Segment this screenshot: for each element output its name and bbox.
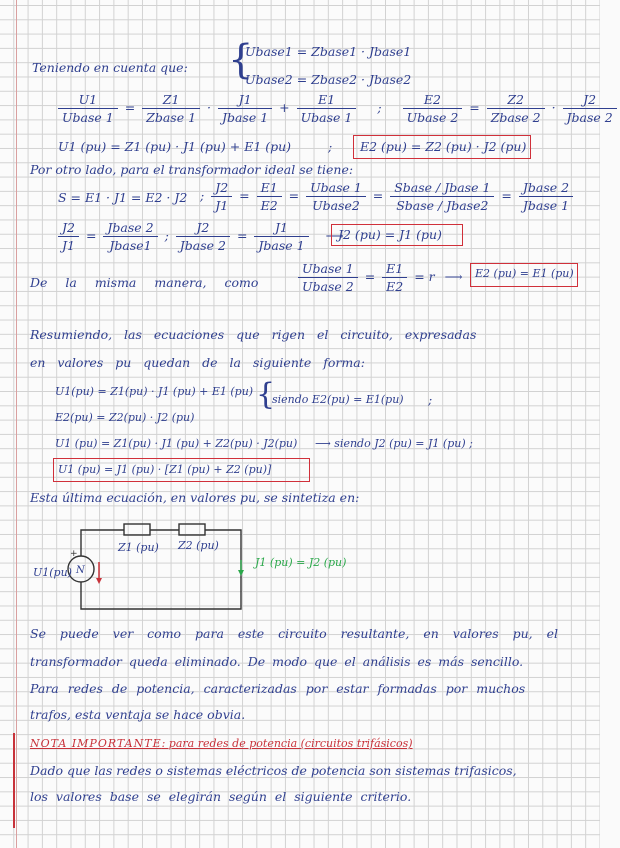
frac-num: U1 [58, 92, 118, 109]
ideal-text: Por otro lado, para el transformador ideal se tiene: [30, 162, 354, 177]
brace: { [256, 377, 276, 412]
summary-line1: Resumiendo, las ecuaciones que rigen el circuito, expresadas [30, 327, 477, 342]
frac-num: Sbase / Jbase 1 [390, 180, 494, 197]
frac-den: Jbase 2 [179, 238, 226, 253]
intro-eq1: Ubase1 = Zbase1 · Jbase1 [245, 44, 412, 59]
z2-label: Z2 (pu) [178, 539, 219, 552]
frac-den: Ubase 1 [62, 110, 114, 125]
siendo-2-text: siendo J2 (pu) = J1 (pu) [334, 437, 466, 450]
same-text: De la misma manera, como [30, 275, 259, 290]
boxed-equation: E2 (pu) = Z2 (pu) · J2 (pu) [360, 139, 527, 154]
ratio-line: $\frac{U1}{\text{Ubase 1}}$ = $\frac{Z1}{\text{Zbase 1}}$ · $\frac{J1}{\text{Jbase 1}}$ + $\frac{E1}{\text{Ubase 1}}$ ; $\frac{E2}{\text{Ubase 2}}$ = $\frac{Z2}{\text{Zbase 2}}$ · $\frac{J2}{\text{Jbase 2}}$ [55, 92, 620, 125]
final-equation: U1 (pu) = J1 (pu) · [Z1 (pu) + Z2 (pu)] [58, 463, 272, 476]
frac-num: J2 [176, 220, 230, 237]
frac-den: E2 [260, 198, 278, 213]
frac-num: J1 [218, 92, 272, 109]
note-line2: los valores base se elegirán según el siguiente criterio. [30, 789, 412, 804]
frac-den: Ubase2 [312, 198, 360, 213]
brace: { [228, 37, 254, 83]
source-label: U1(pu) [33, 566, 72, 579]
note-title-line [30, 737, 413, 750]
separator: ; [328, 139, 333, 154]
frac-den: J1 [62, 238, 75, 253]
circuit-intro: Esta última ecuación, en valores pu, se sintetiza en: [30, 490, 360, 505]
frac-num: J2 [58, 220, 79, 237]
frac-num: J2 [563, 92, 617, 109]
frac-den: E2 [386, 279, 404, 294]
note-title: NOTA IMPORTANTE [30, 737, 162, 750]
boxed-equation: E2 (pu) = E1 (pu) [475, 267, 574, 280]
note-line1: Dado que las redes o sistemas eléctricos de potencia son sistemas trifasicos, [30, 763, 517, 778]
frac-num: E1 [382, 261, 407, 278]
conclusion-line: trafos, esta ventaja se hace obvia. [30, 707, 246, 722]
frac-den: Zbase 1 [146, 110, 197, 125]
frac-den: Sbase / Jbase2 [396, 198, 489, 213]
summary-line2: en valores pu quedan de la siguiente forma: [30, 355, 365, 370]
note-bar [13, 733, 15, 828]
frac-den: J1 [215, 198, 229, 213]
pu-equation: U1 (pu) = Z1 (pu) · J1 (pu) + E1 (pu) [58, 139, 292, 154]
plus-sign: + [279, 100, 290, 115]
frac-num: Ubase 1 [298, 261, 358, 278]
intro-eq2: Ubase2 = Zbase2 · Jbase2 [245, 72, 412, 87]
note-title-rest: : para redes de potencia (circuitos trifásicos) [161, 737, 413, 750]
svg-text:N: N [76, 565, 85, 576]
frac-num: Z1 [142, 92, 200, 109]
impedance-z2 [179, 524, 205, 535]
frac-den: Ubase 1 [300, 110, 353, 125]
frac-den: Jbase1 [109, 238, 152, 253]
frac-den: Ubase 2 [406, 110, 459, 125]
frac-num: E1 [297, 92, 357, 109]
intro-text: Teniendo en cuenta que: [32, 60, 188, 75]
equation-a: U1(pu) = Z1(pu) · J1 (pu) + E1 (pu) [55, 385, 254, 398]
same-ratios: $\frac{\text{Ubase 1}}{\text{Ubase 2}}$ = $\frac{E1}{E2}$ = r ⟶ [295, 261, 463, 294]
frac-den: Jbase 1 [221, 110, 269, 125]
siendo-2: ⟶ siendo J2 (pu) = J1 (pu) ; [315, 437, 473, 450]
equation-c: U1 (pu) = Z1(pu) · J1 (pu) + Z2(pu) · J2(pu) [55, 437, 298, 450]
frac-num: E2 [403, 92, 463, 109]
frac-num: Ubase 1 [306, 180, 366, 197]
frac-num: Jbase 2 [519, 180, 573, 197]
frac-num: J1 [254, 220, 308, 237]
separator: ; [428, 392, 433, 407]
ideal-result: $\frac{J2}{J1}$ = $\frac{\text{Jbase 2}}{\text{Jbase1}}$ ; $\frac{J2}{\text{Jbase 2}}$ = $\frac{J1}{\text{Jbase 1}}$ ⟶ [55, 220, 344, 253]
boxed-equation: J2 (pu) = J1 (pu) [338, 227, 442, 242]
equation-b: E2(pu) = Z2(pu) · J2 (pu) [55, 411, 195, 424]
conclusion-line: Se puede ver como para este circuito resultante, en valores pu, el [30, 626, 558, 641]
frac-num: Jbase 2 [103, 220, 157, 237]
svg-text:+: + [70, 549, 78, 559]
frac-den: Ubase 2 [302, 279, 354, 294]
frac-den: Jbase 1 [522, 198, 570, 213]
impedance-z1 [124, 524, 150, 535]
z1-label: Z1 (pu) [118, 541, 159, 554]
frac-den: Jbase 1 [258, 238, 305, 253]
frac-num: Z2 [487, 92, 545, 109]
frac-num: J2 [211, 180, 232, 197]
ratio-r: = r [414, 269, 435, 284]
conclusion-line: transformador queda eliminado. De modo que el análisis es más sencillo. [30, 654, 524, 669]
frac-den: Zbase 2 [490, 110, 541, 125]
s-equation: S = E1 · J1 = E2 · J2 [58, 190, 188, 205]
current-arrow-head [238, 570, 244, 576]
current-label: J1 (pu) = J2 (pu) [255, 556, 347, 569]
ideal-ratios: ; $\frac{J2}{J1}$ = $\frac{E1}{E2}$ = $\frac{\text{Ubase 1}}{\text{Ubase2}}$ = $\frac{\text{Sbase / Jbase 1}}{\text{Sbase / Jbase2}}$ = $\frac{\text{Jbase 2}}{\text{Jbase 1}}$ [200, 180, 576, 213]
frac-den: Jbase 2 [566, 110, 613, 125]
red-arrow-head [96, 578, 102, 584]
conclusion-line: Para redes de potencia, caracterizadas por estar formadas por muchos [30, 681, 526, 696]
separator: ; [377, 100, 382, 115]
frac-num: E1 [257, 180, 282, 197]
siendo-1: siendo E2(pu) = E1(pu) [272, 393, 404, 406]
